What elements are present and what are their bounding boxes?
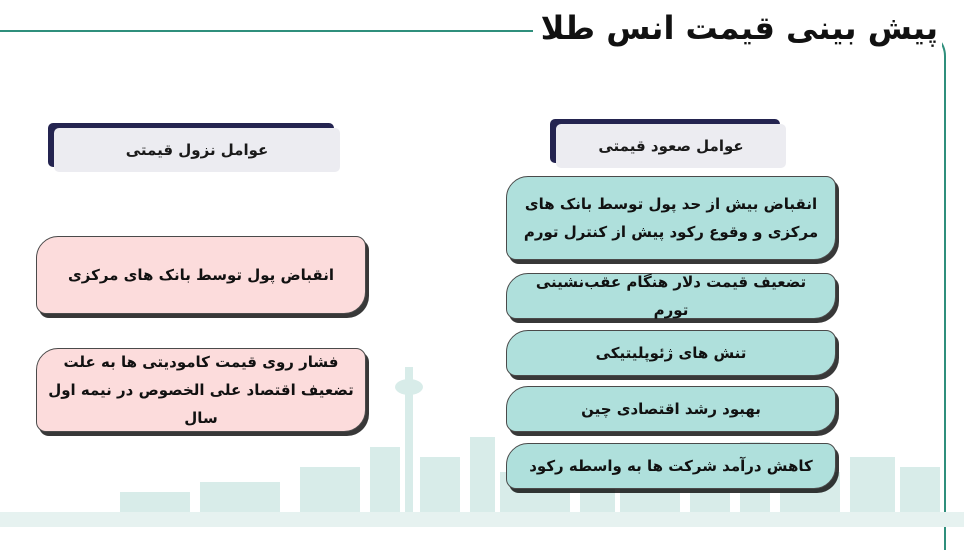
rise-factor-item	[506, 176, 836, 260]
fall-factors-header	[54, 128, 340, 172]
rise-factor-text: بهبود رشد اقتصادی چین	[581, 400, 761, 418]
rise-factor-text: انقباض بیش از حد پول توسط بانک های مرکزی و وقوع رکود پیش از کنترل تورم	[523, 195, 819, 241]
rise-factor-text: تنش های ژئوپلیتیکی	[595, 344, 747, 362]
rise-factor-text: تضعیف قیمت دلار هنگام عقب‌نشینی تورم	[535, 273, 807, 319]
fall-factors-header-label: عوامل نزول قیمتی	[125, 141, 269, 159]
rise-factor-item	[506, 443, 836, 489]
page-title: پیش بینی قیمت انس طلا	[533, 6, 942, 50]
rise-factor-item	[506, 273, 836, 319]
rise-factor-text: کاهش درآمد شرکت ها به واسطه رکود	[529, 457, 813, 475]
fall-factor-text: فشار روی قیمت کامودیتی ها به علت تضعیف اقتصاد علی الخصوص در نیمه اول سال	[48, 353, 354, 427]
rise-factors-header	[556, 124, 786, 168]
fall-factor-item	[36, 348, 366, 432]
rise-factor-item	[506, 386, 836, 432]
rise-factors-header-label: عوامل صعود قیمتی	[598, 137, 744, 155]
rise-factor-item	[506, 330, 836, 376]
fall-factor-item	[36, 236, 366, 314]
fall-factor-text: انقباض پول توسط بانک های مرکزی	[68, 266, 334, 284]
